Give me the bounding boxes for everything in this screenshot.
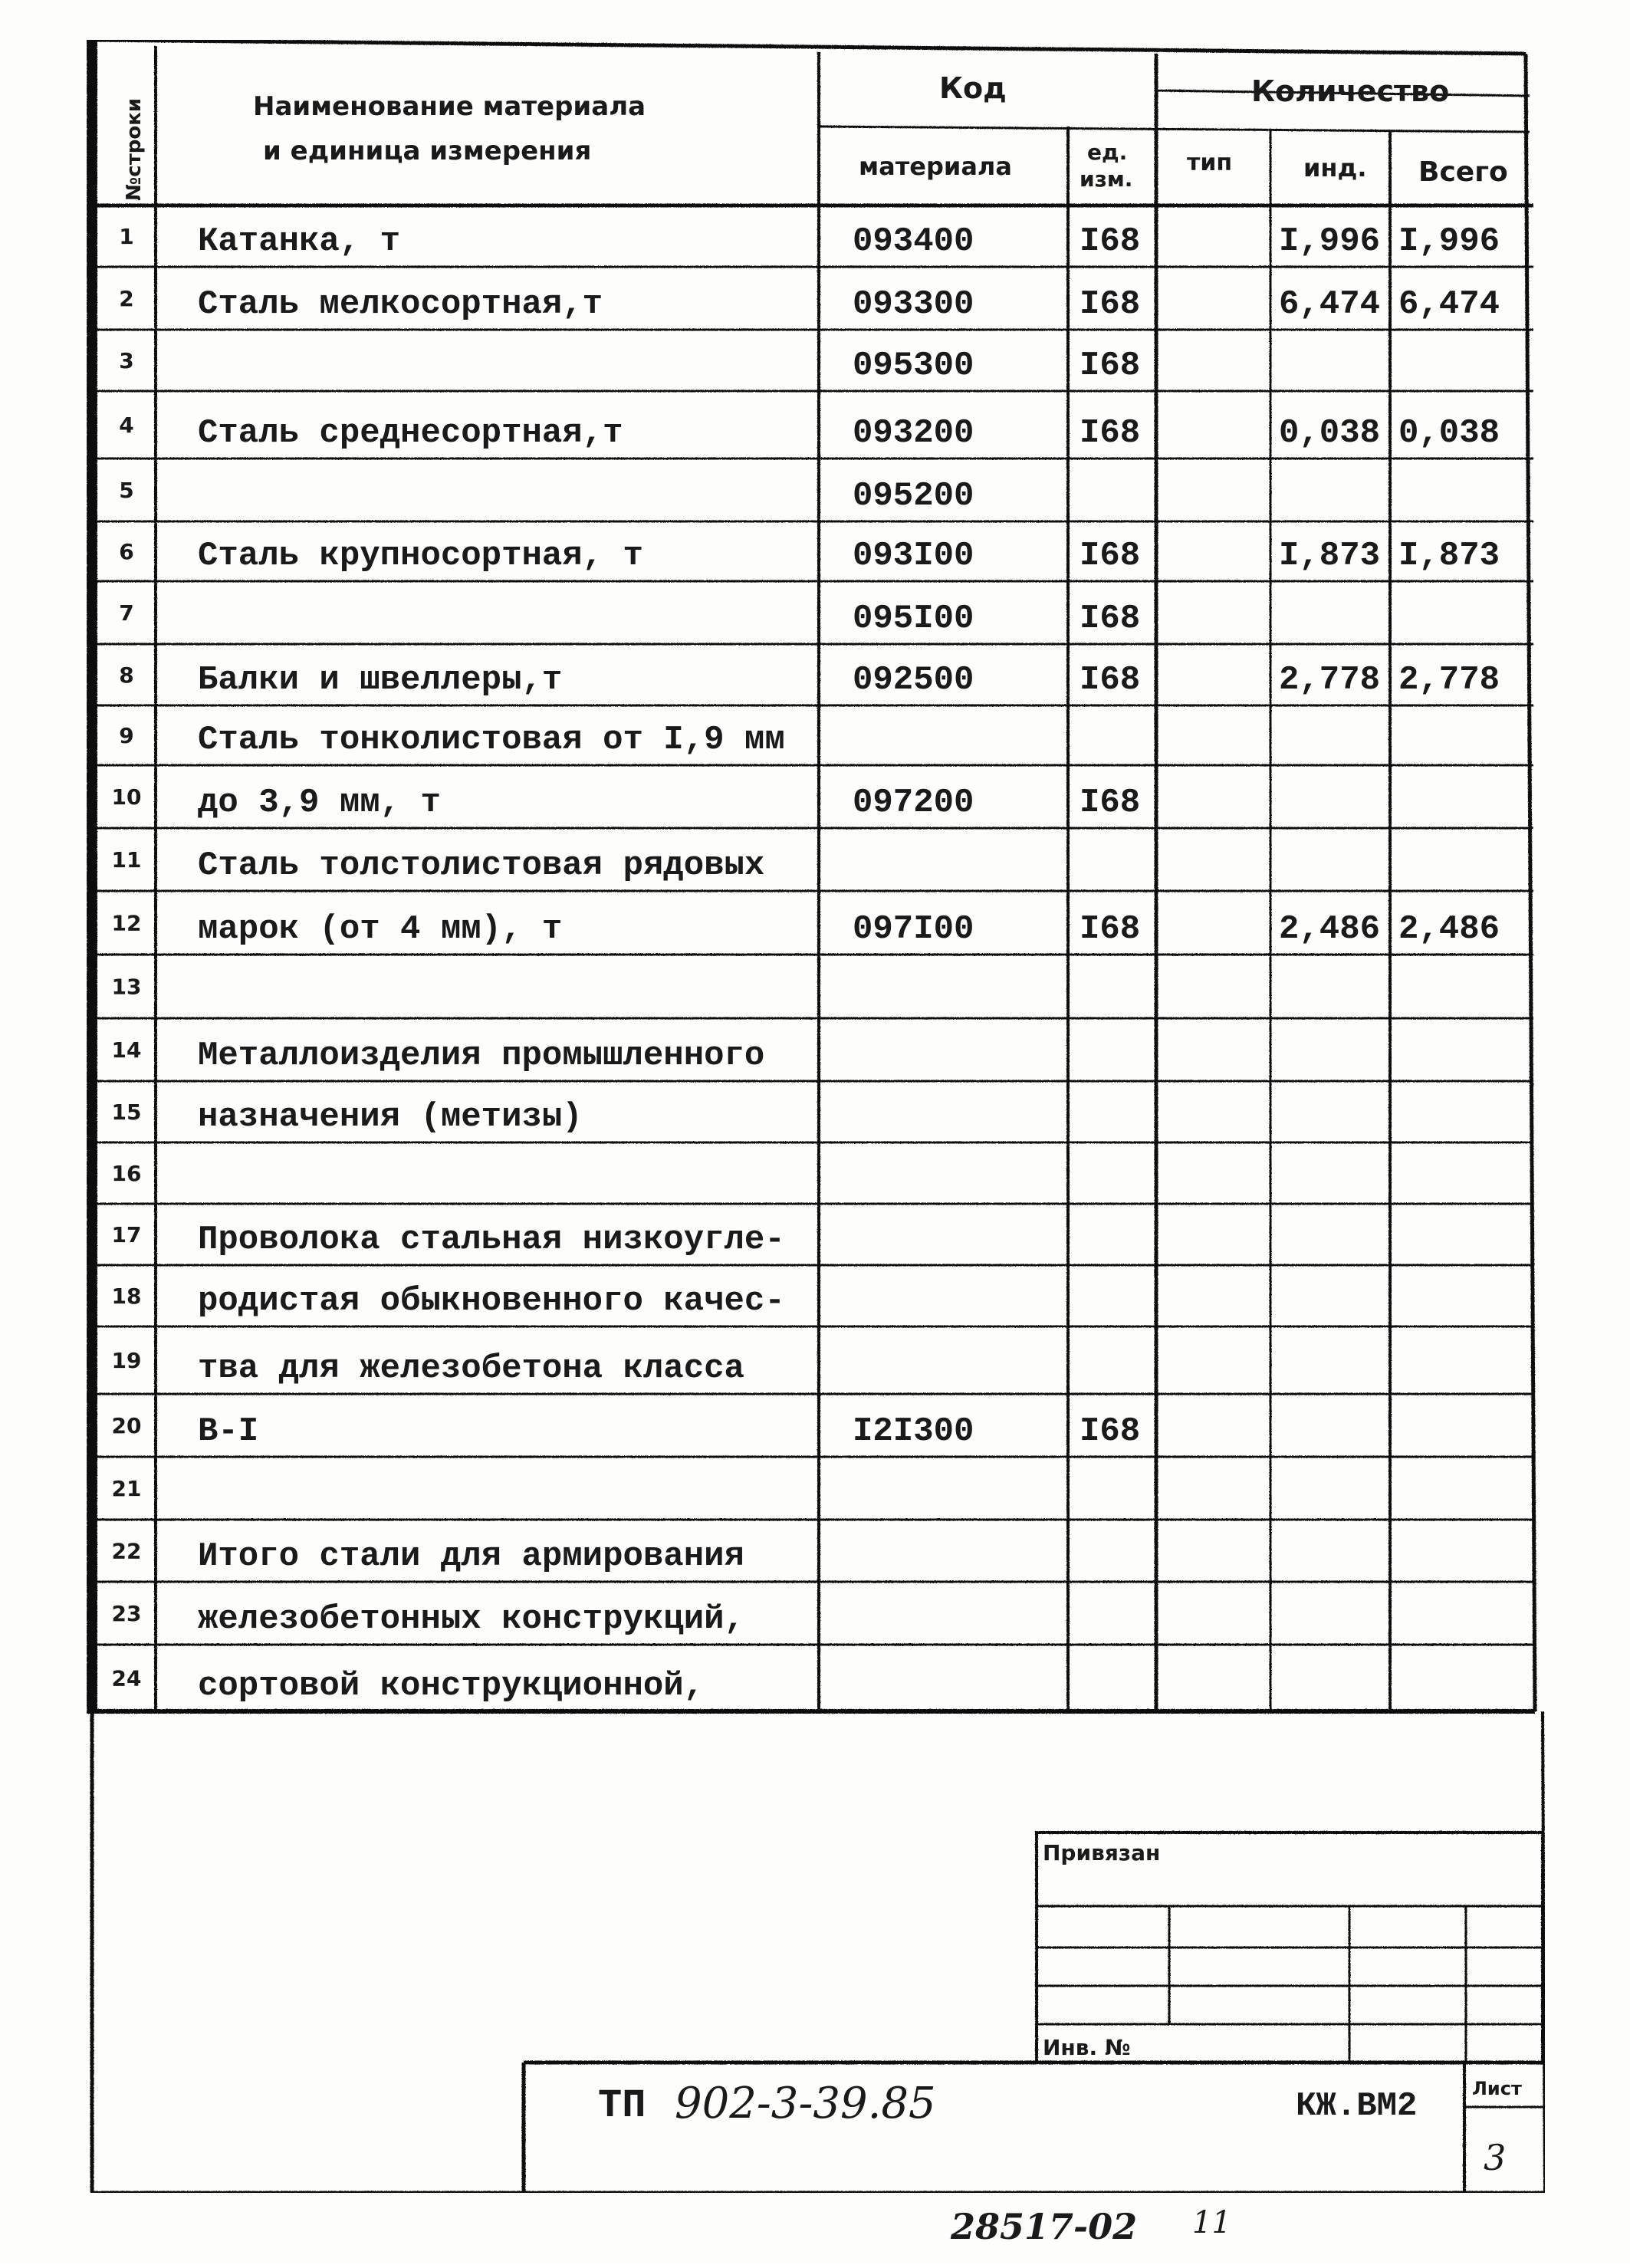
unit-code: I68 [1080, 661, 1141, 699]
row-number: 2 [119, 286, 134, 311]
archive-number: 28517-02 [951, 2206, 1138, 2247]
table-body [112, 222, 1500, 1705]
code-header: Код [939, 71, 1007, 105]
material-name: тва для железобетона класса [198, 1349, 744, 1388]
material-name: Итого стали для армирования [198, 1537, 744, 1576]
quantity-header: Количество [1251, 74, 1450, 108]
name-header-line1: Наименование материала [253, 91, 646, 122]
row-number: 3 [119, 348, 134, 373]
table-row [112, 1221, 785, 1259]
table-row [119, 721, 784, 759]
material-code: 095300 [853, 347, 974, 385]
row-number: 4 [119, 413, 134, 438]
table-row [119, 537, 1500, 575]
material-code: 095I00 [853, 600, 974, 638]
total-quantity: 2,778 [1398, 661, 1500, 699]
table-row [112, 1037, 765, 1075]
row-number: 5 [119, 478, 134, 503]
table-row [119, 347, 1140, 385]
row-number: 15 [111, 1099, 142, 1125]
ind-quantity: 2,778 [1279, 661, 1381, 699]
total-quantity: 2,486 [1398, 910, 1500, 948]
material-name: Сталь среднесортная,т [198, 414, 623, 452]
archive-suffix: 11 [1192, 2205, 1231, 2240]
row-number: 24 [111, 1665, 142, 1691]
material-name: Металлоизделия промышленного [198, 1037, 765, 1075]
material-name: назначения (метизы) [198, 1098, 583, 1136]
total-header: Всего [1418, 156, 1508, 188]
row-number: 14 [111, 1037, 142, 1063]
doc-mark: КЖ.ВМ2 [1296, 2087, 1418, 2125]
footer [950, 2205, 1231, 2247]
material-code: I2I300 [853, 1412, 974, 1451]
name-header-line2: и единица измерения [263, 136, 592, 166]
material-name: сортовой конструкционной, [198, 1667, 705, 1705]
unit-code: I68 [1080, 222, 1141, 261]
total-quantity: 6,474 [1398, 285, 1500, 324]
row-number: 22 [111, 1538, 142, 1564]
ind-quantity: 2,486 [1279, 910, 1381, 948]
total-quantity: I,873 [1398, 537, 1500, 575]
unit-code: I68 [1080, 784, 1141, 822]
doc-prefix: ТП [598, 2083, 646, 2128]
table-row [112, 1412, 1141, 1451]
row-number: 10 [111, 784, 142, 810]
material-name: Сталь тонколистовая от I,9 мм [198, 721, 785, 759]
material-name: Балки и швеллеры,т [198, 661, 563, 699]
material-code: 097I00 [853, 910, 974, 948]
material-name: В-I [198, 1412, 259, 1451]
material-code-header: материала [859, 152, 1012, 181]
unit-code: I68 [1080, 910, 1141, 948]
material-code: 092500 [853, 661, 974, 699]
stamp-block [598, 1840, 1522, 2178]
unit-header-line2: изм. [1080, 166, 1133, 192]
material-name: до 3,9 мм, т [198, 784, 441, 822]
material-code: 093I00 [853, 537, 974, 575]
row-number: 1 [119, 224, 134, 249]
total-quantity: 0,038 [1398, 414, 1500, 452]
table-row [119, 661, 1500, 699]
unit-header-line1: ед. [1087, 140, 1128, 165]
ind-quantity: I,873 [1279, 537, 1381, 575]
material-code: 095200 [853, 477, 974, 515]
row-number: 11 [111, 847, 142, 873]
table-row [119, 222, 1500, 261]
material-name: Катанка, т [198, 222, 401, 261]
material-name: железобетонных конструкций, [198, 1600, 744, 1639]
row-number: 16 [111, 1161, 142, 1186]
unit-code: I68 [1080, 537, 1141, 575]
unit-code: I68 [1080, 285, 1141, 324]
total-quantity: I,996 [1398, 222, 1500, 261]
row-number: 18 [111, 1284, 142, 1309]
unit-code: I68 [1080, 1412, 1141, 1451]
row-number: 13 [111, 974, 142, 1000]
doc-number: 902-3-39.85 [675, 2079, 936, 2128]
material-code: 093300 [853, 285, 974, 324]
material-name: родистая обыкновенного качес- [198, 1282, 785, 1320]
row-number: 23 [111, 1601, 142, 1626]
row-number: 21 [111, 1476, 142, 1501]
row-number: 19 [111, 1348, 142, 1373]
table-row [112, 1476, 142, 1501]
row-number: 7 [119, 600, 134, 626]
material-name: Сталь мелкосортная,т [198, 285, 603, 324]
table-row [119, 413, 1500, 452]
table-row [112, 1666, 705, 1706]
material-code: 093200 [853, 414, 974, 452]
ind-quantity: 6,474 [1279, 285, 1381, 324]
table-row [112, 1600, 744, 1639]
unit-code: I68 [1080, 600, 1141, 638]
material-name: Сталь толстолистовая рядовых [198, 846, 765, 885]
type-header: тип [1187, 150, 1233, 176]
material-code: 097200 [853, 784, 974, 822]
bound-label: Привязан [1043, 1840, 1161, 1865]
material-name: Проволока стальная низкоугле- [198, 1221, 785, 1259]
sheet-label: Лист [1472, 2078, 1522, 2099]
table-row [119, 285, 1500, 324]
table-row [112, 1537, 744, 1576]
table-row [119, 477, 974, 515]
table-row [119, 600, 1140, 638]
unit-code: I68 [1080, 414, 1141, 452]
row-number: 12 [111, 910, 142, 936]
row-number: 17 [111, 1222, 142, 1247]
table-header [123, 71, 1508, 201]
table-row [112, 1161, 142, 1186]
table-row [112, 784, 1141, 822]
inventory-number-label: Инв. № [1043, 2035, 1131, 2060]
row-number: 8 [119, 662, 134, 688]
ind-header: инд. [1303, 153, 1367, 182]
table-row [112, 1098, 583, 1136]
table-row [112, 1282, 785, 1320]
row-number: 6 [119, 539, 134, 564]
material-name: марок (от 4 мм), т [198, 910, 563, 948]
sheet-number: 3 [1484, 2137, 1507, 2178]
unit-code: I68 [1080, 347, 1141, 385]
material-code: 093400 [853, 222, 974, 261]
ind-quantity: 0,038 [1279, 414, 1381, 452]
row-number: 9 [119, 723, 134, 748]
row-number-header: №строки [123, 97, 146, 201]
table-row [112, 1348, 744, 1388]
table-row [112, 975, 142, 1000]
material-name: Сталь крупносортная, т [198, 537, 643, 575]
table-row [112, 846, 765, 885]
ind-quantity: I,996 [1279, 222, 1381, 261]
table-row [112, 910, 1500, 948]
row-number: 20 [111, 1413, 142, 1438]
